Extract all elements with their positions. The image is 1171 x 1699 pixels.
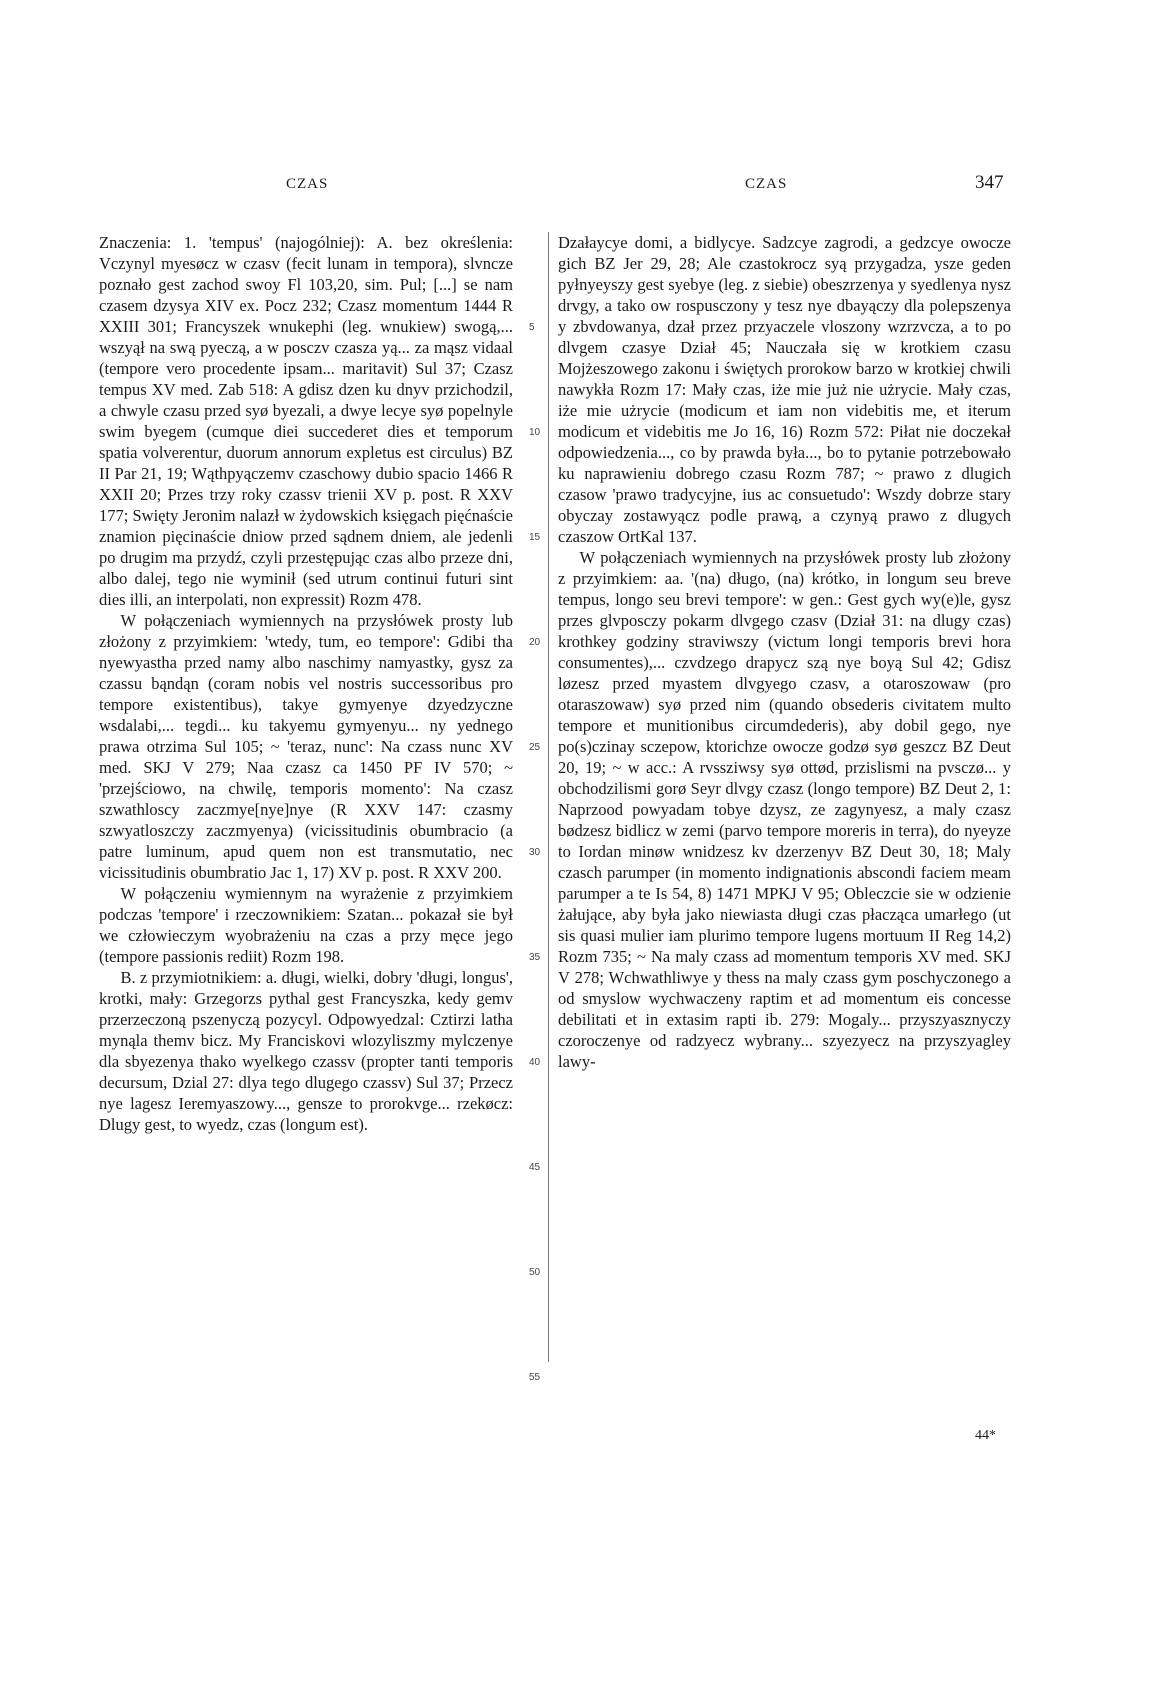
line-number: 35	[529, 952, 541, 963]
printer-signature: 44*	[975, 1428, 996, 1443]
left-column	[99, 232, 513, 1135]
line-number: 55	[529, 1372, 541, 1383]
line-number: 15	[529, 532, 541, 543]
page-number: 347	[975, 172, 1004, 193]
right-paragraph: W połączeniach wymiennych na przysłówek prosty lub złożony z przyimkiem: aa. '(na) długo, (na) krótko, in longum seu breve tempus, longo seu brevi tempore': w gen.: Gest gych wy(e)le, gysz przes glvposczy pokarm dlvgego czasv (Dział 31: na dlugy czas) krothkey godziny straviwszy (victum longi temporis brevi hora consumentes),... czvdzego drapycz szą nye boyą Sul 42; Gdisz løzesz przed myastem dlvgyego czasv, a otaroszowaw (pro otaraszowaw) syø przed nim (quando obsederis civitatem multo tempore et munitionibus circumdederis), aby dobil gego, nye po(s)czinay sczepow, ktorichze owocze godzø syø geszcz BZ Deut 20, 19; ~ w acc.: A rvssziwsy syø ottød, przislismi na pvsczø... y obchodzilismi gorø Seyr dlvgy czasz (longo tempore) BZ Deut 2, 1: Naprzood powyadam tobye dzysz, ze zagynyesz, a maly czasz bødzesz bidlicz w zemi (parvo tempore moreris in terra), do nyeyze to Iordan minøw wnidzesz kv dzerzenyv BZ Deut 30, 18; Maly czasch parumper (in momento indignationis abscondi faciem meam parumper a te Is 54, 8) 1471 MPKJ V 95; Obleczcie sie w odzienie żałujące, aby była jako niewiasta długi czas płacząca umarłego (ut sis quasi mulier iam plurimo tempore lugens mortuum II Reg 14,2) Rozm 735; ~ Na maly czass ad momentum temporis XV med. SKJ V 278; Wchwathliwye y thess na maly czass gym poschyczonego a od smyslow wychwaczeny raptim et ad momentum eis concesse debilitati et in extasim rapti ib. 279: Mogaly... przyszyasznyczy czoroczenye od radzyecz wybrany... szyezyecz na przyszyagley lawy-	[558, 548, 1011, 1071]
header-left-title: CZAS	[286, 176, 329, 192]
column-divider	[548, 232, 549, 1362]
line-number: 30	[529, 847, 541, 858]
left-paragraph: Znaczenia: 1. 'tempus' (najogólniej): A. bez określenia: Vczynyl myesøcz w czasv (fecit lunam in tempora), slvncze poznało gest zachod swoy Fl 103,20, sim. Pul; [...] se nam czasem dzysya XIV ex. Pocz 232; Czasz momentum 1444 R XXIII 301; Francyszek wnukephi (leg. wnukiew) swogą,... wszyął na swą pyeczą, a w posczv czasza yą... za mąsz vidaal (tempore vero procedente ipsam... maritavit) Sul 37; Czasz tempus XV med. Zab 518: A gdisz dzen ku dnyv przichodzil, a chwyle czasu przed syø byezali, a dwye lecye syø popelnyle swim byegem (cumque diei succederet dies et temporum spatia volverentur, duorum annorum expletus est circulus) BZ II Par 21, 19; Wąthpyączemv czaschowy dubio spacio 1466 R XXII 20; Przes trzy roky czassv trienii XV p. post. R XXV 177; Swięty Jeronim nalazł w żydowskich księgach pięćnaście znamion pięcinaście dniow przed sądnem dniem, ale jedenli po drugim ma przydź, czyli przestępując czas albo przeze dni, albo dalej, tego nie wyminił (sed utrum continui futuri sint dies illi, an interpolati, non expressit) Rozm 478.	[99, 233, 513, 609]
line-number: 45	[529, 1162, 541, 1173]
right-paragraph: Dzałaycye domi, a bidlycye. Sadzcye zagrodi, a gedzcye owocze gich BZ Jer 29, 28; Ale czastokrocz syą przygadza, ysze geden pyłnyeyszy gest syebye (leg. z siebie) obeszrzenya y syedlenya nysz drvgy, a tako ow rospusczony y tesz nye dbayączy dla polepszenya y zbvdowanya, dzał przez przyaczele vloszony wzrzvcza, a to po dlvgem czasye Dział 45; Nauczała się w krotkiem czasu Mojżeszowego zakonu i świętych prorokow barzo w krotkiej chwili nawykła Rozm 17: Mały czas, iże mie już nie użrycie. Mały czas, iże mie użrycie (modicum et iam non videbitis me, et iterum modicum et videbitis me Jo 16, 16) Rozm 572: Piłat nie doczekał odpowiedzenia..., co by prawda była..., bo to pytanie potrzebowało ku naprawieniu dobrego czasu Rozm 787; ~ prawo z dlugich czasow 'prawo tradycyjne, ius ac consuetudo': Wszdy dobrze stary obyczay zostawyącz podle prawą, a czynyą prawo z dlugych czaszow OrtKal 137.	[558, 233, 1011, 546]
left-paragraph: B. z przymiotnikiem: a. długi, wielki, dobry 'długi, longus', krotki, mały: Grzegorzs pythal gest Francyszka, kedy gemv przerzeczoną pszenyczą pozycyl. Odpowyedzal: Cztirzi latha mynąla themv bicz. My Franciskovi wlozyliszmy mylczenye dla sbyezenya thako wyelkego czassv (propter tanti temporis decursum, Dzial 27: dlya tego dlugego czassv) Sul 37; Przecz nye lagesz Ieremyaszowy..., gensze to prorokvge... rzekøcz: Dlugy gest, to wyedz, czas (longum est).	[99, 968, 513, 1134]
line-number: 40	[529, 1057, 541, 1068]
line-number: 50	[529, 1267, 541, 1278]
running-header	[0, 172, 1171, 206]
header-center-title: CZAS	[745, 176, 788, 192]
line-number: 25	[529, 742, 541, 753]
line-number: 5	[529, 322, 535, 333]
left-paragraph: W połączeniach wymiennych na przysłówek prosty lub złożony z przyimkiem: 'wtedy, tum, eo tempore': Gdibi tha nyewyastha przed namy albo naschimy namyastky, gysz za czassu bąndąn (coram nobis vel nostris successoribus pro tempore existentibus), takye gymyenye dzyedzyczne wsdalabi,... tegdi... ku takyemu gymyenyu... ny yednego prawa otrzima Sul 105; ~ 'teraz, nunc': Na czass nunc XV med. SKJ V 279; Naa czasz ca 1450 PF IV 570; ~ 'przejściowo, na chwilę, temporis momento': Na czasz szwathloscy zaczmye[nye]nye (R XXV 147: czasmy szwyatloszczy zaczmyenya) (vicissitudinis obumbracio (a patre luminum, apud quem non est transmutatio, nec vicissitudinis obumbratio Jac 1, 17) XV p. post. R XXV 200.	[99, 611, 513, 882]
line-number: 10	[529, 427, 541, 438]
line-number: 20	[529, 637, 541, 648]
right-column	[558, 232, 1011, 1072]
left-paragraph: W połączeniu wymiennym na wyrażenie z przyimkiem podczas 'tempore' i rzeczownikiem: Szatan... pokazał sie był we człowieczym wyobrażeniu na czas a przy męce jego (tempore passionis rediit) Rozm 198.	[99, 884, 513, 966]
